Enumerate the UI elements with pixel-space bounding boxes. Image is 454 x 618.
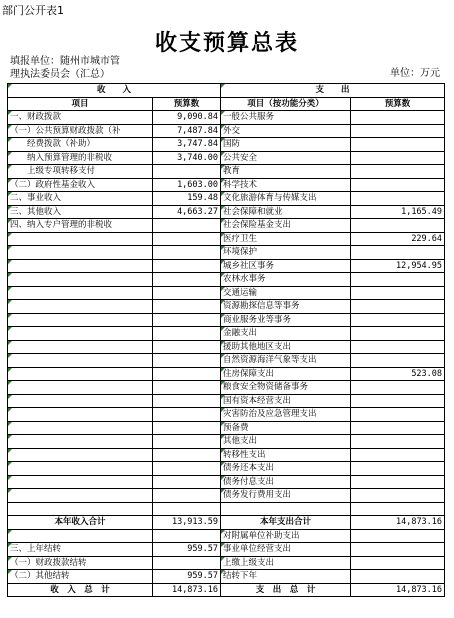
income-item-cell: 一、财政拨款 [8, 111, 153, 125]
table-row [8, 124, 445, 138]
income-value-cell [153, 165, 221, 179]
income-item-cell [8, 394, 153, 408]
income-item-cell [8, 421, 153, 435]
expense-item-cell: 环境保护 [221, 246, 351, 260]
expense-item-cell: 金融支出 [221, 327, 351, 341]
expense-value-cell [351, 489, 445, 503]
table-row [8, 192, 445, 206]
column-header-row [8, 97, 445, 111]
blank-cell [8, 502, 153, 516]
expense-item-cell: 社会保障和就业 [221, 205, 351, 219]
income-item-cell: 上级专项转移支付 [8, 165, 153, 179]
expense-value-cell: 523.08 [351, 367, 445, 381]
expense-value-cell [351, 543, 445, 557]
table-row [8, 367, 445, 381]
table-row [8, 273, 445, 287]
income-value-cell [153, 394, 221, 408]
expense-item-cell: 社会保险基金支出 [221, 219, 351, 233]
income-value-cell [153, 381, 221, 395]
income-item-cell [8, 327, 153, 341]
table-row [8, 300, 445, 314]
expense-value-cell [351, 219, 445, 233]
col-header-func-budget: 预算数 [351, 97, 445, 111]
expense-item-cell: 农林水事务 [221, 273, 351, 287]
income-item-cell: （二）政府性基金收入 [8, 178, 153, 192]
expense-value-cell [351, 340, 445, 354]
table-row [8, 408, 445, 422]
income-value-cell [153, 259, 221, 273]
table-row [8, 435, 445, 449]
expense-item-cell: 债务付息支出 [221, 475, 351, 489]
table-row [8, 489, 445, 503]
income-value-cell: 9,090.84 [153, 111, 221, 125]
expense-value-cell [351, 394, 445, 408]
income-item-cell: （二）其他结转 [8, 570, 153, 584]
income-section-header: 收 入 [8, 84, 221, 98]
expense-item-cell: 债务发行费用支出 [221, 489, 351, 503]
income-value-cell [153, 489, 221, 503]
expense-value-cell: 12,954.95 [351, 259, 445, 273]
table-row [8, 219, 445, 233]
income-item-cell: 经费拨款（补助） [8, 138, 153, 152]
table-row [8, 394, 445, 408]
total-expense-value: 14,873.16 [351, 516, 445, 530]
income-item-cell: 三、上年结转 [8, 543, 153, 557]
table-row [8, 327, 445, 341]
expense-item-cell: 商业服务业等事务 [221, 313, 351, 327]
income-value-cell: 959.57 [153, 543, 221, 557]
table-row [8, 570, 445, 584]
filling-unit-line1: 填报单位：随州市城市管 [10, 56, 120, 67]
expense-value-cell: 1,165.49 [351, 205, 445, 219]
expense-item-cell: 医疗卫生 [221, 232, 351, 246]
income-value-cell: 3,740.00 [153, 151, 221, 165]
expense-item-cell: 国有资本经营支出 [221, 394, 351, 408]
income-value-cell [153, 529, 221, 543]
table-row [8, 462, 445, 476]
expense-item-cell: 外交 [221, 124, 351, 138]
table-row [8, 313, 445, 327]
expense-item-cell: 援助其他地区支出 [221, 340, 351, 354]
expense-item-cell: 预备费 [221, 421, 351, 435]
expense-value-cell [351, 381, 445, 395]
income-item-cell [8, 246, 153, 260]
expense-value-cell [351, 570, 445, 584]
expense-value-cell [351, 435, 445, 449]
expense-value-cell [351, 475, 445, 489]
income-value-cell: 1,603.00 [153, 178, 221, 192]
income-item-cell [8, 435, 153, 449]
income-item-cell [8, 489, 153, 503]
income-item-cell [8, 448, 153, 462]
expense-section-header: 支 出 [221, 84, 445, 98]
table-row [8, 340, 445, 354]
blank-cell [351, 502, 445, 516]
expense-item-cell: 教育 [221, 165, 351, 179]
expense-item-cell: 灾害防治及应急管理支出 [221, 408, 351, 422]
income-value-cell [153, 448, 221, 462]
table-row [8, 246, 445, 260]
total-expense-label: 本年支出合计 [221, 516, 351, 530]
unit-label: 单位：万元 [390, 68, 440, 79]
col-header-func-item: 项目（按功能分类） [221, 97, 351, 111]
income-value-cell [153, 246, 221, 260]
expense-item-cell: 转移性支出 [221, 448, 351, 462]
expense-value-cell: 229.64 [351, 232, 445, 246]
expense-value-cell [351, 408, 445, 422]
expense-value-cell [351, 165, 445, 179]
budget-table [7, 83, 445, 597]
expense-value-cell [351, 327, 445, 341]
expense-item-cell: 一般公共服务 [221, 111, 351, 125]
expense-value-cell [351, 124, 445, 138]
table-row [8, 259, 445, 273]
income-value-cell [153, 367, 221, 381]
table-row [8, 178, 445, 192]
expense-value-cell [351, 151, 445, 165]
income-item-cell [8, 259, 153, 273]
grand-total-row [8, 583, 445, 597]
income-item-cell [8, 367, 153, 381]
table-row [8, 165, 445, 179]
blank-cell [153, 502, 221, 516]
expense-value-cell [351, 421, 445, 435]
income-item-cell [8, 475, 153, 489]
table-row [8, 556, 445, 570]
income-value-cell: 159.48 [153, 192, 221, 206]
income-item-cell [8, 286, 153, 300]
income-value-cell [153, 219, 221, 233]
income-item-cell [8, 381, 153, 395]
table-row [8, 354, 445, 368]
table-row [8, 151, 445, 165]
income-value-cell [153, 273, 221, 287]
income-item-cell: 三、其他收入 [8, 205, 153, 219]
expense-value-cell [351, 138, 445, 152]
table-row [8, 381, 445, 395]
income-value-cell [153, 327, 221, 341]
income-item-cell [8, 273, 153, 287]
grand-income-label: 收 入 总 计 [8, 583, 153, 597]
table-row [8, 529, 445, 543]
expense-value-cell [351, 354, 445, 368]
filling-unit [10, 55, 120, 81]
expense-value-cell [351, 556, 445, 570]
expense-value-cell [351, 111, 445, 125]
total-income-value: 13,913.59 [153, 516, 221, 530]
income-value-cell [153, 300, 221, 314]
expense-item-cell: 交通运输 [221, 286, 351, 300]
income-item-cell [8, 313, 153, 327]
income-value-cell [153, 340, 221, 354]
expense-item-cell: 住房保障支出 [221, 367, 351, 381]
page-title: 收支预算总表 [154, 30, 299, 56]
expense-value-cell [351, 462, 445, 476]
col-header-item: 项目 [8, 97, 153, 111]
income-value-cell [153, 462, 221, 476]
table-number-label: 部门公开表1 [2, 4, 64, 17]
income-value-cell [153, 286, 221, 300]
blank-cell [221, 502, 351, 516]
filling-unit-line2: 理执法委员会（汇总） [10, 69, 110, 80]
grand-income-value: 14,873.16 [153, 583, 221, 597]
expense-value-cell [351, 313, 445, 327]
expense-value-cell [351, 178, 445, 192]
expense-item-cell: 城乡社区事务 [221, 259, 351, 273]
grand-expense-label: 支 出 总 计 [221, 583, 351, 597]
income-item-cell: （一）财政拨款结转 [8, 556, 153, 570]
expense-item-cell: 文化旅游体育与传媒支出 [221, 192, 351, 206]
income-item-cell [8, 354, 153, 368]
table-row [8, 232, 445, 246]
expense-item-cell: 资源勘探信息等事务 [221, 300, 351, 314]
income-value-cell [153, 313, 221, 327]
table-row [8, 448, 445, 462]
table-row [8, 286, 445, 300]
income-value-cell: 4,663.27 [153, 205, 221, 219]
income-item-cell: （一）公共预算财政拨款（补 [8, 124, 153, 138]
expense-item-cell: 结转下年 [221, 570, 351, 584]
table-row [8, 111, 445, 125]
income-item-cell [8, 462, 153, 476]
annual-total-row [8, 516, 445, 530]
expense-value-cell [351, 273, 445, 287]
income-value-cell [153, 435, 221, 449]
income-value-cell: 959.57 [153, 570, 221, 584]
income-value-cell [153, 421, 221, 435]
table-row [8, 475, 445, 489]
income-item-cell [8, 529, 153, 543]
income-value-cell [153, 475, 221, 489]
table-row [8, 205, 445, 219]
expense-value-cell [351, 286, 445, 300]
income-item-cell [8, 300, 153, 314]
income-value-cell [153, 408, 221, 422]
table-row [8, 543, 445, 557]
expense-value-cell [351, 529, 445, 543]
expense-item-cell: 其他支出 [221, 435, 351, 449]
expense-item-cell: 粮食安全物资储备事务 [221, 381, 351, 395]
expense-item-cell: 科学技术 [221, 178, 351, 192]
expense-item-cell: 上缴上级支出 [221, 556, 351, 570]
income-value-cell [153, 232, 221, 246]
expense-item-cell: 债务还本支出 [221, 462, 351, 476]
table-row [8, 138, 445, 152]
income-value-cell: 3,747.84 [153, 138, 221, 152]
expense-item-cell: 事业单位经营支出 [221, 543, 351, 557]
expense-value-cell [351, 246, 445, 260]
expense-item-cell: 自然资源海洋气象等支出 [221, 354, 351, 368]
income-value-cell [153, 354, 221, 368]
income-item-cell [8, 340, 153, 354]
expense-item-cell: 公共安全 [221, 151, 351, 165]
expense-item-cell: 对附属单位补助支出 [221, 529, 351, 543]
income-value-cell [153, 556, 221, 570]
income-item-cell: 二、事业收入 [8, 192, 153, 206]
table-row [8, 421, 445, 435]
grand-expense-value: 14,873.16 [351, 583, 445, 597]
expense-item-cell: 国防 [221, 138, 351, 152]
expense-value-cell [351, 448, 445, 462]
blank-row [8, 502, 445, 516]
income-item-cell: 纳入预算管理的非税收 [8, 151, 153, 165]
col-header-budget: 预算数 [153, 97, 221, 111]
total-income-label: 本年收入合计 [8, 516, 153, 530]
income-value-cell: 7,487.84 [153, 124, 221, 138]
income-item-cell [8, 408, 153, 422]
expense-value-cell [351, 300, 445, 314]
income-item-cell [8, 232, 153, 246]
income-item-cell: 四、纳入专户管理的非税收 [8, 219, 153, 233]
expense-value-cell [351, 192, 445, 206]
section-header-row [8, 84, 445, 98]
